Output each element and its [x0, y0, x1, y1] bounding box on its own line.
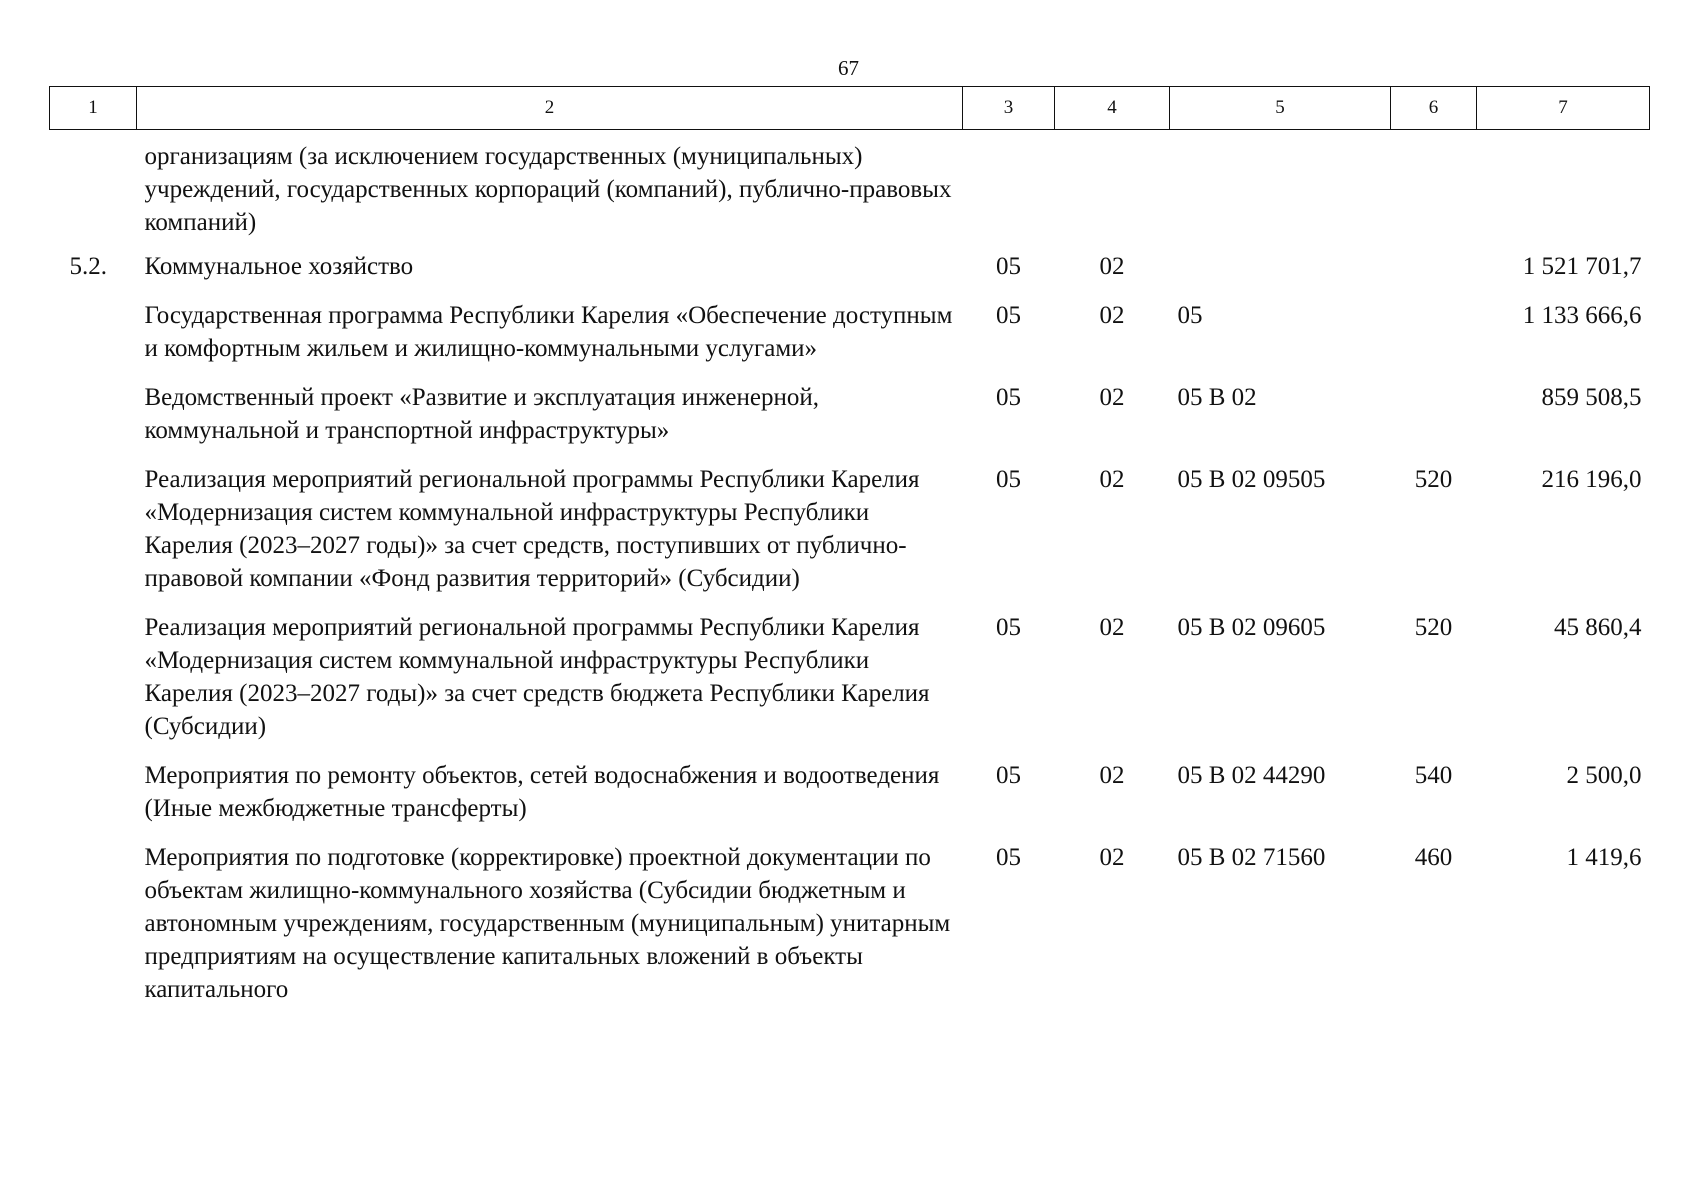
row-target-article: 05 В 02 [1177, 384, 1257, 411]
row-number [50, 463, 137, 611]
row-expense-type [1391, 299, 1477, 381]
row-expense-type: 540 [1414, 762, 1453, 789]
row-expense-type [1391, 381, 1477, 463]
row-subsection: 02 [1099, 614, 1125, 641]
header-col-7: 7 [1477, 87, 1650, 130]
table-row [50, 381, 1650, 463]
row-section: 05 [996, 614, 1021, 641]
row-number: 5.2. [69, 253, 107, 280]
row-number [50, 130, 137, 251]
row-target-article: 05 В 02 09605 [1177, 614, 1326, 641]
row-amount [1477, 130, 1650, 251]
header-col-3: 3 [963, 87, 1055, 130]
table-row [50, 759, 1650, 841]
header-col-5: 5 [1170, 87, 1391, 130]
row-section: 05 [996, 253, 1021, 280]
row-section: 05 [996, 466, 1021, 493]
row-subsection: 02 [1099, 844, 1125, 871]
row-target-article: 05 В 02 71560 [1177, 844, 1326, 871]
row-name: Коммунальное хозяйство [144, 253, 414, 280]
row-name: Реализация мероприятий региональной программы Республики Карелия «Модернизация систем коммунальной инфраструктуры Республики Карелия (2023–2027 годы)» за счет средств, поступивших от публично-правовой компании «Фонд развития территорий» (Субсидии) [144, 466, 920, 592]
row-number [50, 299, 137, 381]
header-col-1: 1 [50, 87, 137, 130]
table-body [50, 130, 1650, 1023]
table-row [50, 250, 1650, 299]
budget-table [49, 86, 1650, 1022]
table-row [50, 130, 1650, 251]
row-section: 05 [996, 844, 1021, 871]
row-expense-type [1391, 250, 1477, 299]
row-name: Реализация мероприятий региональной программы Республики Карелия «Модернизация систем коммунальной инфраструктуры Республики Карелия (2023–2027 годы)» за счет средств бюджета Республики Карелия (Субсидии) [144, 614, 930, 740]
row-expense-type: 520 [1414, 466, 1453, 493]
row-number [50, 759, 137, 841]
page-number: 67 [838, 56, 859, 80]
row-target-article [1170, 250, 1391, 299]
header-col-4: 4 [1055, 87, 1170, 130]
row-number [50, 611, 137, 759]
row-name: Ведомственный проект «Развитие и эксплуатация инженерной, коммунальной и транспортной инфраструктуры» [144, 384, 820, 444]
row-number [50, 841, 137, 1022]
row-subsection: 02 [1099, 466, 1125, 493]
table-header [50, 87, 1650, 130]
row-subsection: 02 [1099, 384, 1125, 411]
row-amount: 45 860,4 [1554, 614, 1642, 641]
row-section: 05 [996, 302, 1021, 329]
row-amount: 216 196,0 [1541, 466, 1642, 493]
row-amount: 1 133 666,6 [1522, 302, 1642, 329]
row-section: 05 [996, 762, 1021, 789]
header-col-2: 2 [137, 87, 963, 130]
row-target-article: 05 В 02 09505 [1177, 466, 1326, 493]
row-name: Государственная программа Республики Карелия «Обеспечение доступным и комфортным жильем и жилищно-коммунальными услугами» [144, 302, 953, 362]
table-row [50, 611, 1650, 759]
row-subsection: 02 [1099, 302, 1125, 329]
row-name: Мероприятия по подготовке (корректировке) проектной документации по объектам жилищно-коммунального хозяйства (Субсидии бюджетным и автономным учреждениям, государственным (муниципальным) унитарным предприятиям на осуществление капитальных вложений в объекты капитального [144, 844, 951, 1003]
row-target-article: 05 В 02 44290 [1177, 762, 1326, 789]
row-amount: 2 500,0 [1566, 762, 1642, 789]
row-number [50, 381, 137, 463]
row-amount: 859 508,5 [1541, 384, 1642, 411]
row-subsection: 02 [1099, 253, 1125, 280]
table-row [50, 463, 1650, 611]
header-row [50, 87, 1650, 130]
row-name: организациям (за исключением государственных (муниципальных) учреждений, государственных корпораций (компаний), публично-правовых компаний) [144, 143, 952, 236]
row-target-article [1170, 130, 1391, 251]
row-expense-type: 460 [1414, 844, 1453, 871]
row-amount: 1 521 701,7 [1522, 253, 1642, 280]
table-row [50, 841, 1650, 1022]
row-target-article: 05 [1177, 302, 1203, 329]
row-subsection: 02 [1099, 762, 1125, 789]
row-expense-type: 520 [1414, 614, 1453, 641]
row-section [963, 130, 1055, 251]
row-expense-type [1391, 130, 1477, 251]
header-col-6: 6 [1391, 87, 1477, 130]
table-row [50, 299, 1650, 381]
row-section: 05 [996, 384, 1021, 411]
row-name: Мероприятия по ремонту объектов, сетей водоснабжения и водоотведения (Иные межбюджетные трансферты) [144, 762, 940, 822]
row-amount: 1 419,6 [1566, 844, 1642, 871]
row-subsection [1055, 130, 1170, 251]
